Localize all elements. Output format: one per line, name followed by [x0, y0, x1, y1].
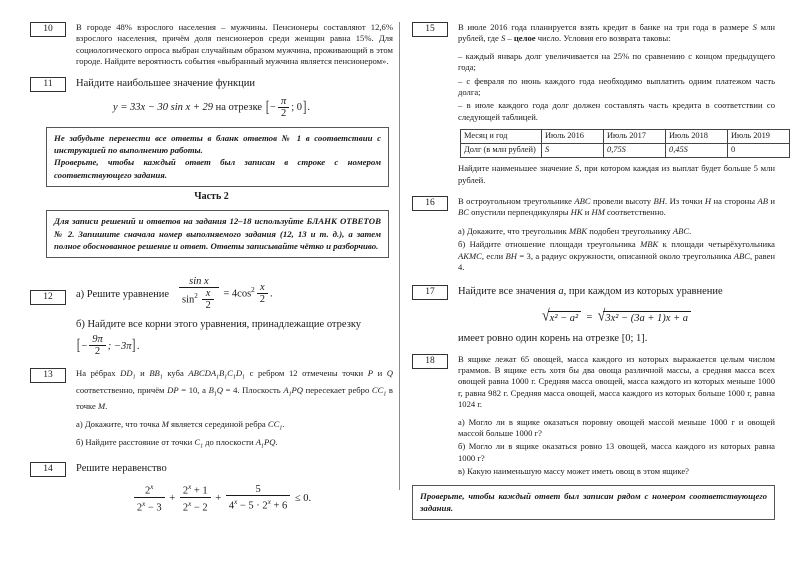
task-17-text: Найдите все значения a, при каждом из которых уравнение	[458, 285, 723, 297]
bracket-open-icon: [	[76, 337, 81, 355]
task-13-b: б) Найдите расстояние от точки $C_1$ до плоскости $A_1PQ$.	[76, 437, 278, 450]
task-12-body	[76, 276, 393, 331]
task-12-eq-den-sup: 2	[194, 292, 198, 301]
table-cell-3: 0	[728, 144, 790, 158]
task-18-text: В ящике лежат 65 овощей, масса каждого из которых выражается целым числом граммов. В ящике есть хотя бы два овоща различной массы, а средняя масса всех овощей равна 1000 г. Средняя масса овощей, масса каждого из которых меньше 1000 г, равна 982 г. Средняя масса овощей, масса каждого из которых больше 1000 г, равна 1024 г.	[458, 353, 775, 410]
task-11-interval-end: ; 0	[291, 102, 303, 114]
notice-final-check	[412, 485, 775, 521]
task-16-intro: В остроугольном треугольнике ABC провели высоту BH. Из точки H на стороны AB и BC опустили перпендикуляры HK и HM соответственно.	[458, 196, 776, 218]
task-17-lhs-arg: x² − a²	[548, 311, 582, 324]
task-16-b: б) Найдите отношение площади треугольника MBK к площади четырёхугольника AKMC, если BH = 3, а радиус окружности, описанной около треугольника ABC, равен 4.	[458, 239, 775, 273]
task-12-eq-den: sin	[182, 294, 195, 306]
bracket-close-icon: ]	[132, 337, 136, 355]
task-14-tail: ≤ 0.	[294, 492, 312, 504]
task-14	[30, 462, 393, 514]
notice-blank2-text: Для записи решений и ответов на задания 12–18 используйте БЛАНК ОТВЕТОВ № 2. Запишите сначала номер выполняемого задания (12, 13 и т. д.), а затем полное обоснованное решение и ответ. Ответы записывайте чётко и разборчиво.	[54, 216, 381, 252]
task-17-rhs-arg: 3x² − (3a + 1)x + a	[603, 311, 691, 324]
task-15-bullet-3: – в июле каждого года долг должен составлять часть кредита в соответствии со следующей таблицей.	[458, 100, 775, 122]
task-15-intro: В июле 2016 года планируется взять кредит в банке на три года в размере S млн рублей, где S – целое число. Условия его возврата таковы:	[458, 22, 775, 44]
task-11-number: 11	[30, 77, 66, 92]
task-16-body	[458, 196, 775, 273]
task-17-tail-wrap	[458, 332, 775, 345]
task-17	[412, 285, 775, 345]
task-11	[30, 77, 393, 120]
task-12-eq-rhs-den: 2	[259, 294, 265, 306]
left-column	[30, 22, 393, 520]
task-18-a: а) Могло ли в ящике оказаться поровну овощей массой меньше 1000 г и овощей массой больше 1000 г?	[458, 416, 775, 438]
task-10	[30, 22, 393, 68]
notice-transfer-line1: Не забудьте перенести все ответы в бланк ответов № 1 в соответствии с инструкцией по выполнению работы.	[54, 132, 381, 156]
task-15-bullet-2: – с февраля по июнь каждого года необходимо выплатить одним платежом часть долга;	[458, 75, 775, 98]
column-divider	[399, 22, 400, 490]
table-cell-2: 0,45S	[666, 144, 728, 158]
task-10-body	[76, 22, 393, 68]
task-13-body	[76, 368, 393, 453]
bracket-close-icon: ]	[302, 98, 307, 116]
task-14-number: 14	[30, 462, 66, 477]
task-16	[412, 196, 775, 273]
table-row	[461, 144, 790, 158]
task-15	[412, 22, 775, 186]
task-15-body	[458, 22, 775, 186]
task-15-number: 15	[412, 22, 448, 37]
task-17-body	[458, 285, 775, 298]
task-12-eq-rhs-coef: 4cos	[231, 288, 252, 300]
task-11-formula: y = 33x − 30 sin x + 29 на отрезке [− $\frac{\pi}{2}$ ; 0].	[113, 95, 310, 119]
task-15-question: Найдите наименьшее значение S, при котором каждая из выплат будет больше 5 млн рублей.	[458, 163, 775, 185]
task-14-formula: $\frac{2^x}{2^x - 3}$ + $\frac{2^x + 1}{2^x - 2}$ + $\frac{5}{4^x - 5 \cdot 2^x + 6}$ ≤ 0.	[50, 482, 393, 514]
table-header-0: Месяц и год	[461, 130, 542, 144]
table-header-3: Июль 2018	[666, 130, 728, 144]
task-12-eq-rhs-sup: 2	[251, 286, 255, 295]
task-11-mid: на отрезке	[215, 102, 263, 114]
task-18-number: 18	[412, 354, 448, 369]
task-11-interval-den: 2	[280, 107, 287, 119]
notice-answer-blank-2	[46, 210, 389, 258]
task-12-eq-den-var: x	[202, 288, 213, 300]
radical-icon: √	[597, 307, 606, 326]
task-12-a-label: а) Решите уравнение	[76, 288, 170, 300]
notice-transfer-line2: Проверьте, чтобы каждый ответ был записан в строке с номером соответствующего задания.	[54, 157, 381, 180]
task-13-number: 13	[30, 368, 66, 383]
notice-transfer-answers	[46, 127, 389, 188]
task-17-tail: имеет ровно один корень на отрезке [0; 1].	[458, 332, 648, 344]
task-12-number: 12	[30, 290, 66, 305]
table-header-1: Июль 2016	[542, 130, 604, 144]
table-header-row	[461, 130, 790, 144]
table-header-2: Июль 2017	[604, 130, 666, 144]
task-12-eq-num: sin x	[189, 276, 209, 288]
radical-icon: √	[541, 307, 550, 326]
task-12-seg-end: ; −3π	[107, 340, 132, 352]
table-row-label: Долг (в млн рублей)	[461, 144, 542, 158]
task-11-lhs: y = 33x − 30 sin x + 29	[113, 102, 214, 114]
task-15-bullet-1: – каждый январь долг увеличивается на 25% по сравнению с концом предыдущего года;	[458, 50, 775, 73]
task-13-text: На рёбрах $DD_1$ и $BB_1$ куба $ABCDA_1B_1C_1D_1$ с ребром 12 отмечены точки P и Q соответственно, причём DP = 10, а $B_1Q = 4$. Плоскость $A_1PQ$ пересекает ребро $CC_1$ в точке M.	[76, 368, 393, 411]
part-title: Часть 2	[194, 191, 229, 203]
right-column	[412, 22, 775, 523]
task-15-debt-table	[460, 129, 790, 158]
task-12-seg-num: 9π	[89, 334, 106, 346]
task-18-body	[458, 354, 775, 478]
bracket-open-icon: [	[265, 98, 270, 116]
task-12	[30, 276, 393, 358]
task-13	[30, 368, 393, 453]
task-17-equation: √x² − a² = √3x² − (3a + 1)x + a	[458, 307, 775, 325]
task-12-b-label: б) Найдите все корни этого уравнения, принадлежащие отрезку	[76, 319, 362, 331]
task-12-segment: [− $\frac{9\pi}{2}$ ; −3π].	[76, 334, 140, 358]
table-cell-1: 0,75S	[604, 144, 666, 158]
task-16-number: 16	[412, 196, 448, 211]
task-14-body	[76, 462, 393, 475]
task-10-text: В городе 48% взрослого населения – мужчины. Пенсионеры составляют 12,6% взрослого населения, причём доля пенсионеров среди женщин равна 15%. Для социологического опроса выбран случайным образом мужчина, проживающий в этом городе. Найдите вероятность события «выбранный мужчина является пенсионером».	[76, 22, 393, 67]
notice-final-check-text: Проверьте, чтобы каждый ответ был записан рядом с номером соответствующего задания.	[420, 490, 767, 513]
task-18-c: в) Какую наименьшую массу может иметь овощ в этом ящике?	[458, 466, 689, 477]
task-12-eq-den-var-den: 2	[205, 300, 211, 312]
task-16-a: а) Докажите, что треугольник MBK подобен треугольнику ABC.	[458, 225, 692, 236]
table-cell-0: S	[542, 144, 604, 158]
task-12-seg-den: 2	[94, 346, 101, 358]
task-13-a: а) Докажите, что точка M является серединой ребра $CC_1$.	[76, 419, 285, 432]
task-18	[412, 354, 775, 478]
task-10-number: 10	[30, 22, 66, 37]
task-14-text: Решите неравенство	[76, 463, 167, 475]
table-header-4: Июль 2019	[728, 130, 790, 144]
task-11-body	[76, 77, 393, 90]
task-17-number: 17	[412, 285, 448, 300]
task-11-interval-num: π	[278, 96, 289, 108]
task-12-equation: sin x $\sin^2$ $\frac{x}{2}$ = $4\cos^2$ $\frac{x}{2}$ .	[177, 276, 273, 312]
task-11-text: Найдите наибольшее значение функции	[76, 77, 255, 89]
task-12-eq-rhs-num: x	[257, 282, 268, 294]
task-18-b: б) Могло ли в ящике оказаться ровно 13 овощей, масса каждого из которых равна 1000 г?	[458, 441, 775, 463]
